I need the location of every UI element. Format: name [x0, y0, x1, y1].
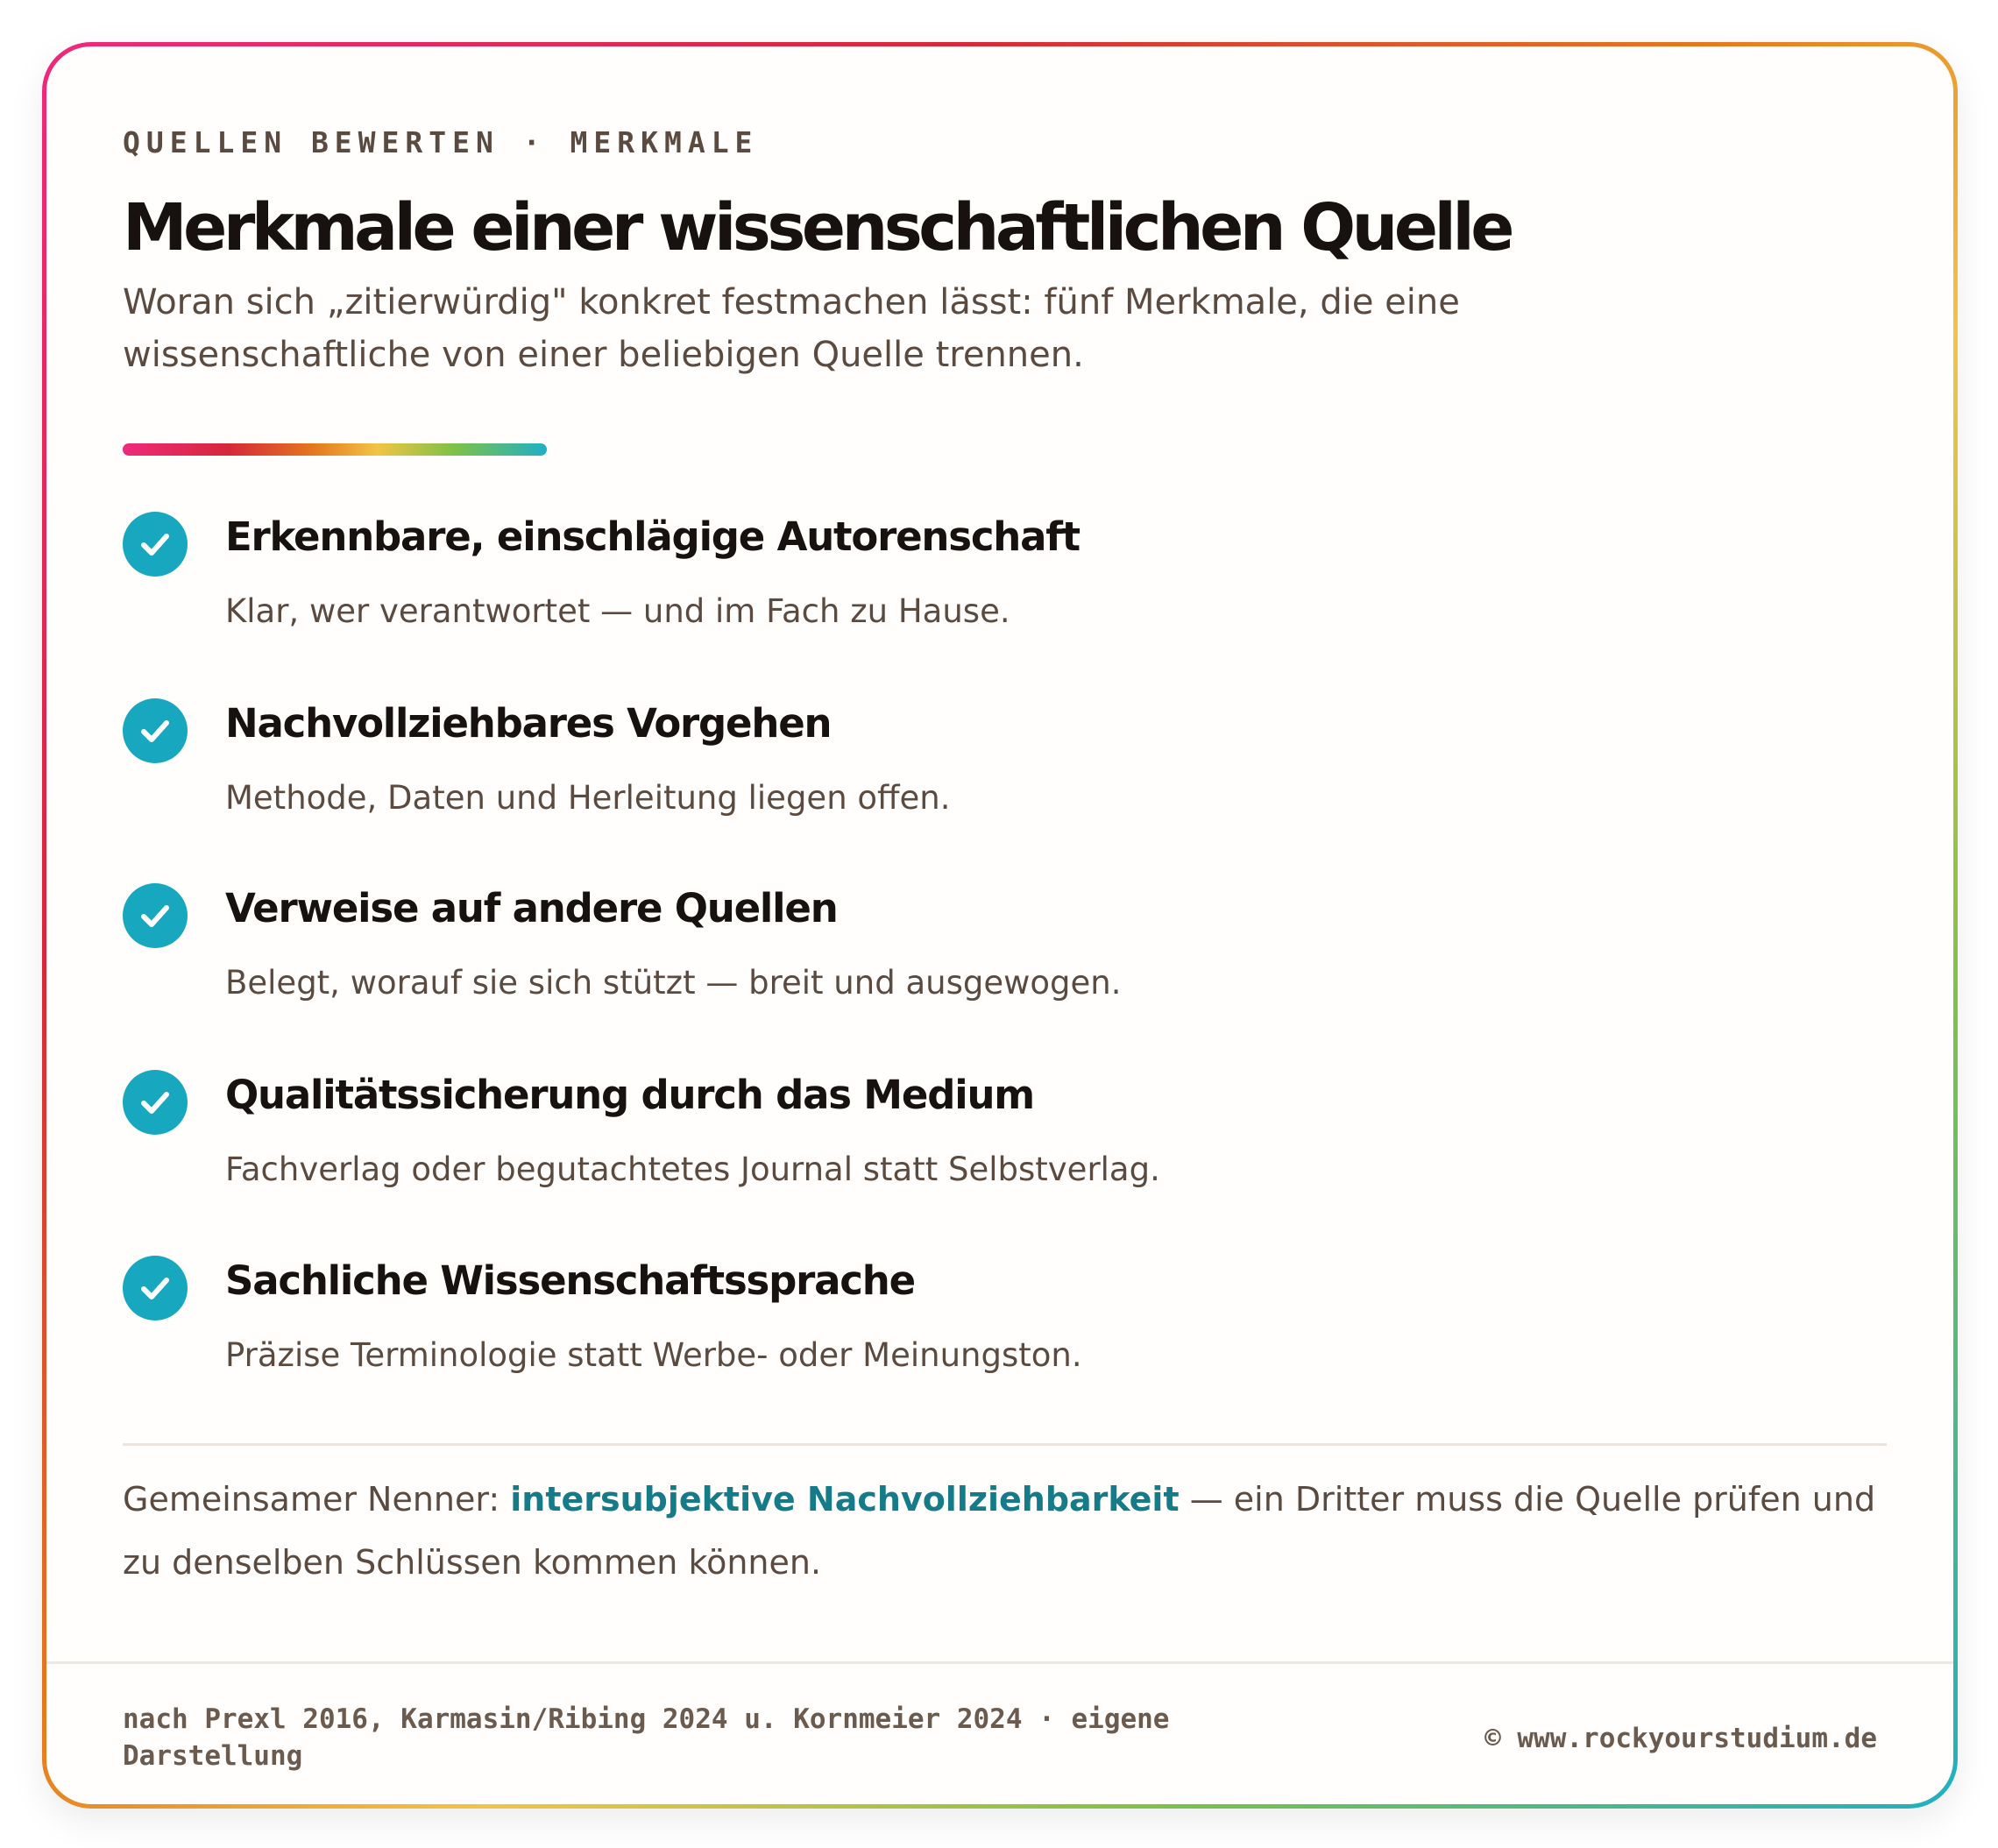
feature-description: Methode, Daten und Herleitung liegen offen. [225, 779, 951, 817]
summary-prefix: Gemeinsamer Nenner: [123, 1480, 511, 1519]
card-frame [42, 42, 1958, 1809]
feature-item [123, 506, 1875, 664]
feature-title: Sachliche Wissenschaftssprache [225, 1257, 915, 1304]
summary-suffix: — ein Dritter muss die Quelle prüfen und zu denselben Schlüssen kommen können. [123, 1480, 1876, 1582]
feature-item [123, 1250, 1875, 1408]
card [46, 46, 1953, 1804]
feature-item [123, 693, 1875, 851]
summary-text [123, 1468, 1893, 1594]
source-citation: nach Prexl 2016, Karmasin/Ribing 2024 u. Kornmeier 2024 · eigene Darstellung [123, 1703, 1170, 1772]
check-icon [123, 1256, 188, 1321]
eyebrow-label: QUELLEN BEWERTEN · MERKMALE [123, 125, 759, 159]
feature-title: Verweise auf andere Quellen [225, 885, 838, 931]
gradient-accent-bar [123, 443, 547, 456]
check-icon [123, 883, 188, 948]
feature-title: Nachvollziehbares Vorgehen [225, 700, 832, 747]
feature-description: Klar, wer verantwortet — und im Fach zu Hause. [225, 592, 1010, 630]
check-icon [123, 512, 188, 577]
page-subtitle: Woran sich „zitierwürdig" konkret festmachen lässt: fünf Merkmale, die eine wissenschaftliche von einer beliebigen Quelle trennen. [123, 282, 1460, 375]
feature-description: Fachverlag oder begutachtetes Journal statt Selbstverlag. [225, 1151, 1160, 1188]
feature-description: Belegt, worauf sie sich stützt — breit und ausgewogen. [225, 964, 1122, 1002]
summary-highlight: intersubjektive Nachvollziehbarkeit [510, 1480, 1180, 1519]
feature-title: Qualitätssicherung durch das Medium [225, 1072, 1034, 1118]
feature-item [123, 1065, 1875, 1222]
footer-divider [46, 1661, 1953, 1664]
copyright-link[interactable]: © www.rockyourstudium.de [1484, 1723, 1877, 1754]
feature-description: Präzise Terminologie statt Werbe- oder Meinungston. [225, 1336, 1082, 1374]
page-title: Merkmale einer wissenschaftlichen Quelle [123, 190, 1511, 266]
feature-title: Erkennbare, einschlägige Autorenschaft [225, 513, 1080, 560]
check-icon [123, 1070, 188, 1135]
feature-item [123, 878, 1875, 1036]
section-divider [123, 1443, 1887, 1446]
check-icon [123, 698, 188, 763]
